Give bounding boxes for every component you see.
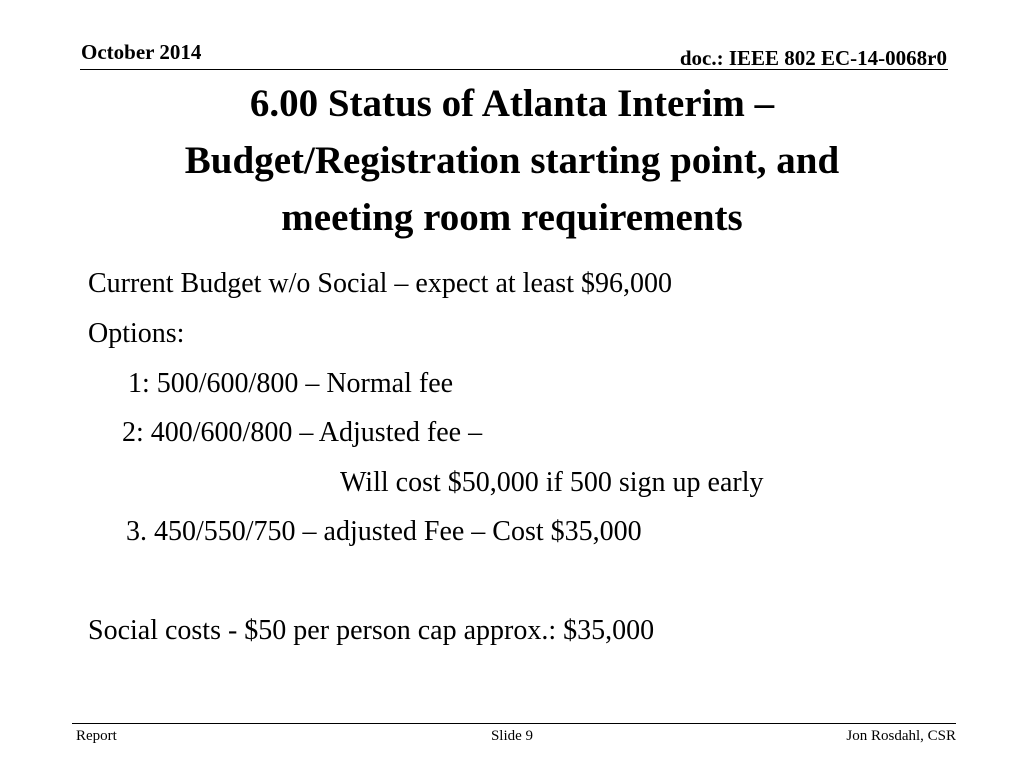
footer-left: Report	[76, 728, 117, 744]
options-label: Options:	[88, 318, 185, 349]
footer-author: Jon Rosdahl, CSR	[846, 728, 956, 744]
footer-divider	[72, 723, 956, 724]
option-1: 1: 500/600/800 – Normal fee	[128, 368, 454, 399]
footer-slide-number: Slide 9	[490, 728, 534, 744]
option-3: 3. 450/550/750 – adjusted Fee – Cost $35,000	[126, 516, 642, 547]
budget-line: Current Budget w/o Social – expect at least $96,000	[88, 268, 672, 299]
title-line-2: Budget/Registration starting point, and	[184, 139, 840, 182]
title-line-1: 6.00 Status of Atlanta Interim –	[249, 82, 775, 125]
title-line-3: meeting room requirements	[281, 196, 743, 239]
social-costs-line: Social costs - $50 per person cap approx.: $35,000	[88, 615, 655, 646]
option-2-note: Will cost $50,000 if 500 sign up early	[340, 467, 764, 498]
header-date: October 2014	[81, 40, 202, 64]
header-doc-id: doc.: IEEE 802 EC-14-0068r0	[679, 46, 947, 70]
option-2: 2: 400/600/800 – Adjusted fee –	[122, 417, 483, 448]
